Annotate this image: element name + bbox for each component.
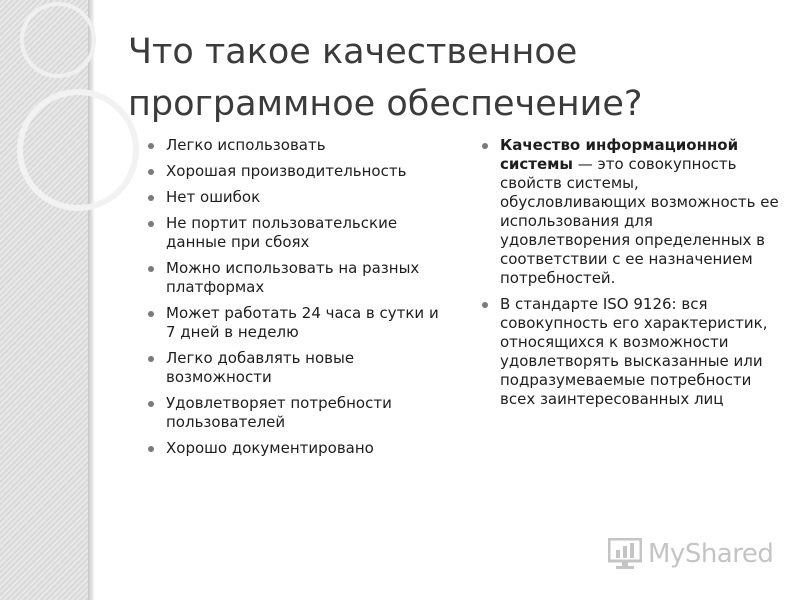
standard-item [480, 295, 780, 409]
list-item: Хорошая производительность [146, 162, 446, 181]
chart-icon [608, 538, 642, 570]
left-bullet-list [146, 136, 446, 465]
watermark-logo [608, 534, 773, 574]
list-item: Легко использовать [146, 136, 446, 155]
definition-text: — это совокупность свойств системы, обусловливающих возможность ее использования для удовлетворения определенных в соответствии с ее назначением потребностей. [500, 155, 779, 287]
list-item: Может работать 24 часа в сутки и 7 дней в неделю [146, 304, 446, 342]
list-item: Легко добавлять новые возможности [146, 349, 446, 387]
list-item: Не портит пользовательские данные при сбоях [146, 214, 446, 252]
list-item: Хорошо документировано [146, 439, 446, 458]
list-item: Можно использовать на разных платформах [146, 259, 446, 297]
decorative-circles [0, 0, 140, 240]
right-bullet-list [480, 136, 780, 416]
standard-text: В стандарте ISO 9126: вся совокупность его характеристик, относящихся к возможности удовлетворять высказанные или подразумеваемые потребности всех заинтересованных лиц [500, 295, 768, 408]
list-item: Удовлетворяет потребности пользователей [146, 394, 446, 432]
definition-item [480, 136, 780, 288]
slide-title: Что такое качественное программное обеспечение? [128, 32, 643, 124]
list-item: Нет ошибок [146, 188, 446, 207]
watermark-text: MyShared [648, 539, 774, 569]
definition-term: Качество информационной системы [500, 136, 739, 173]
